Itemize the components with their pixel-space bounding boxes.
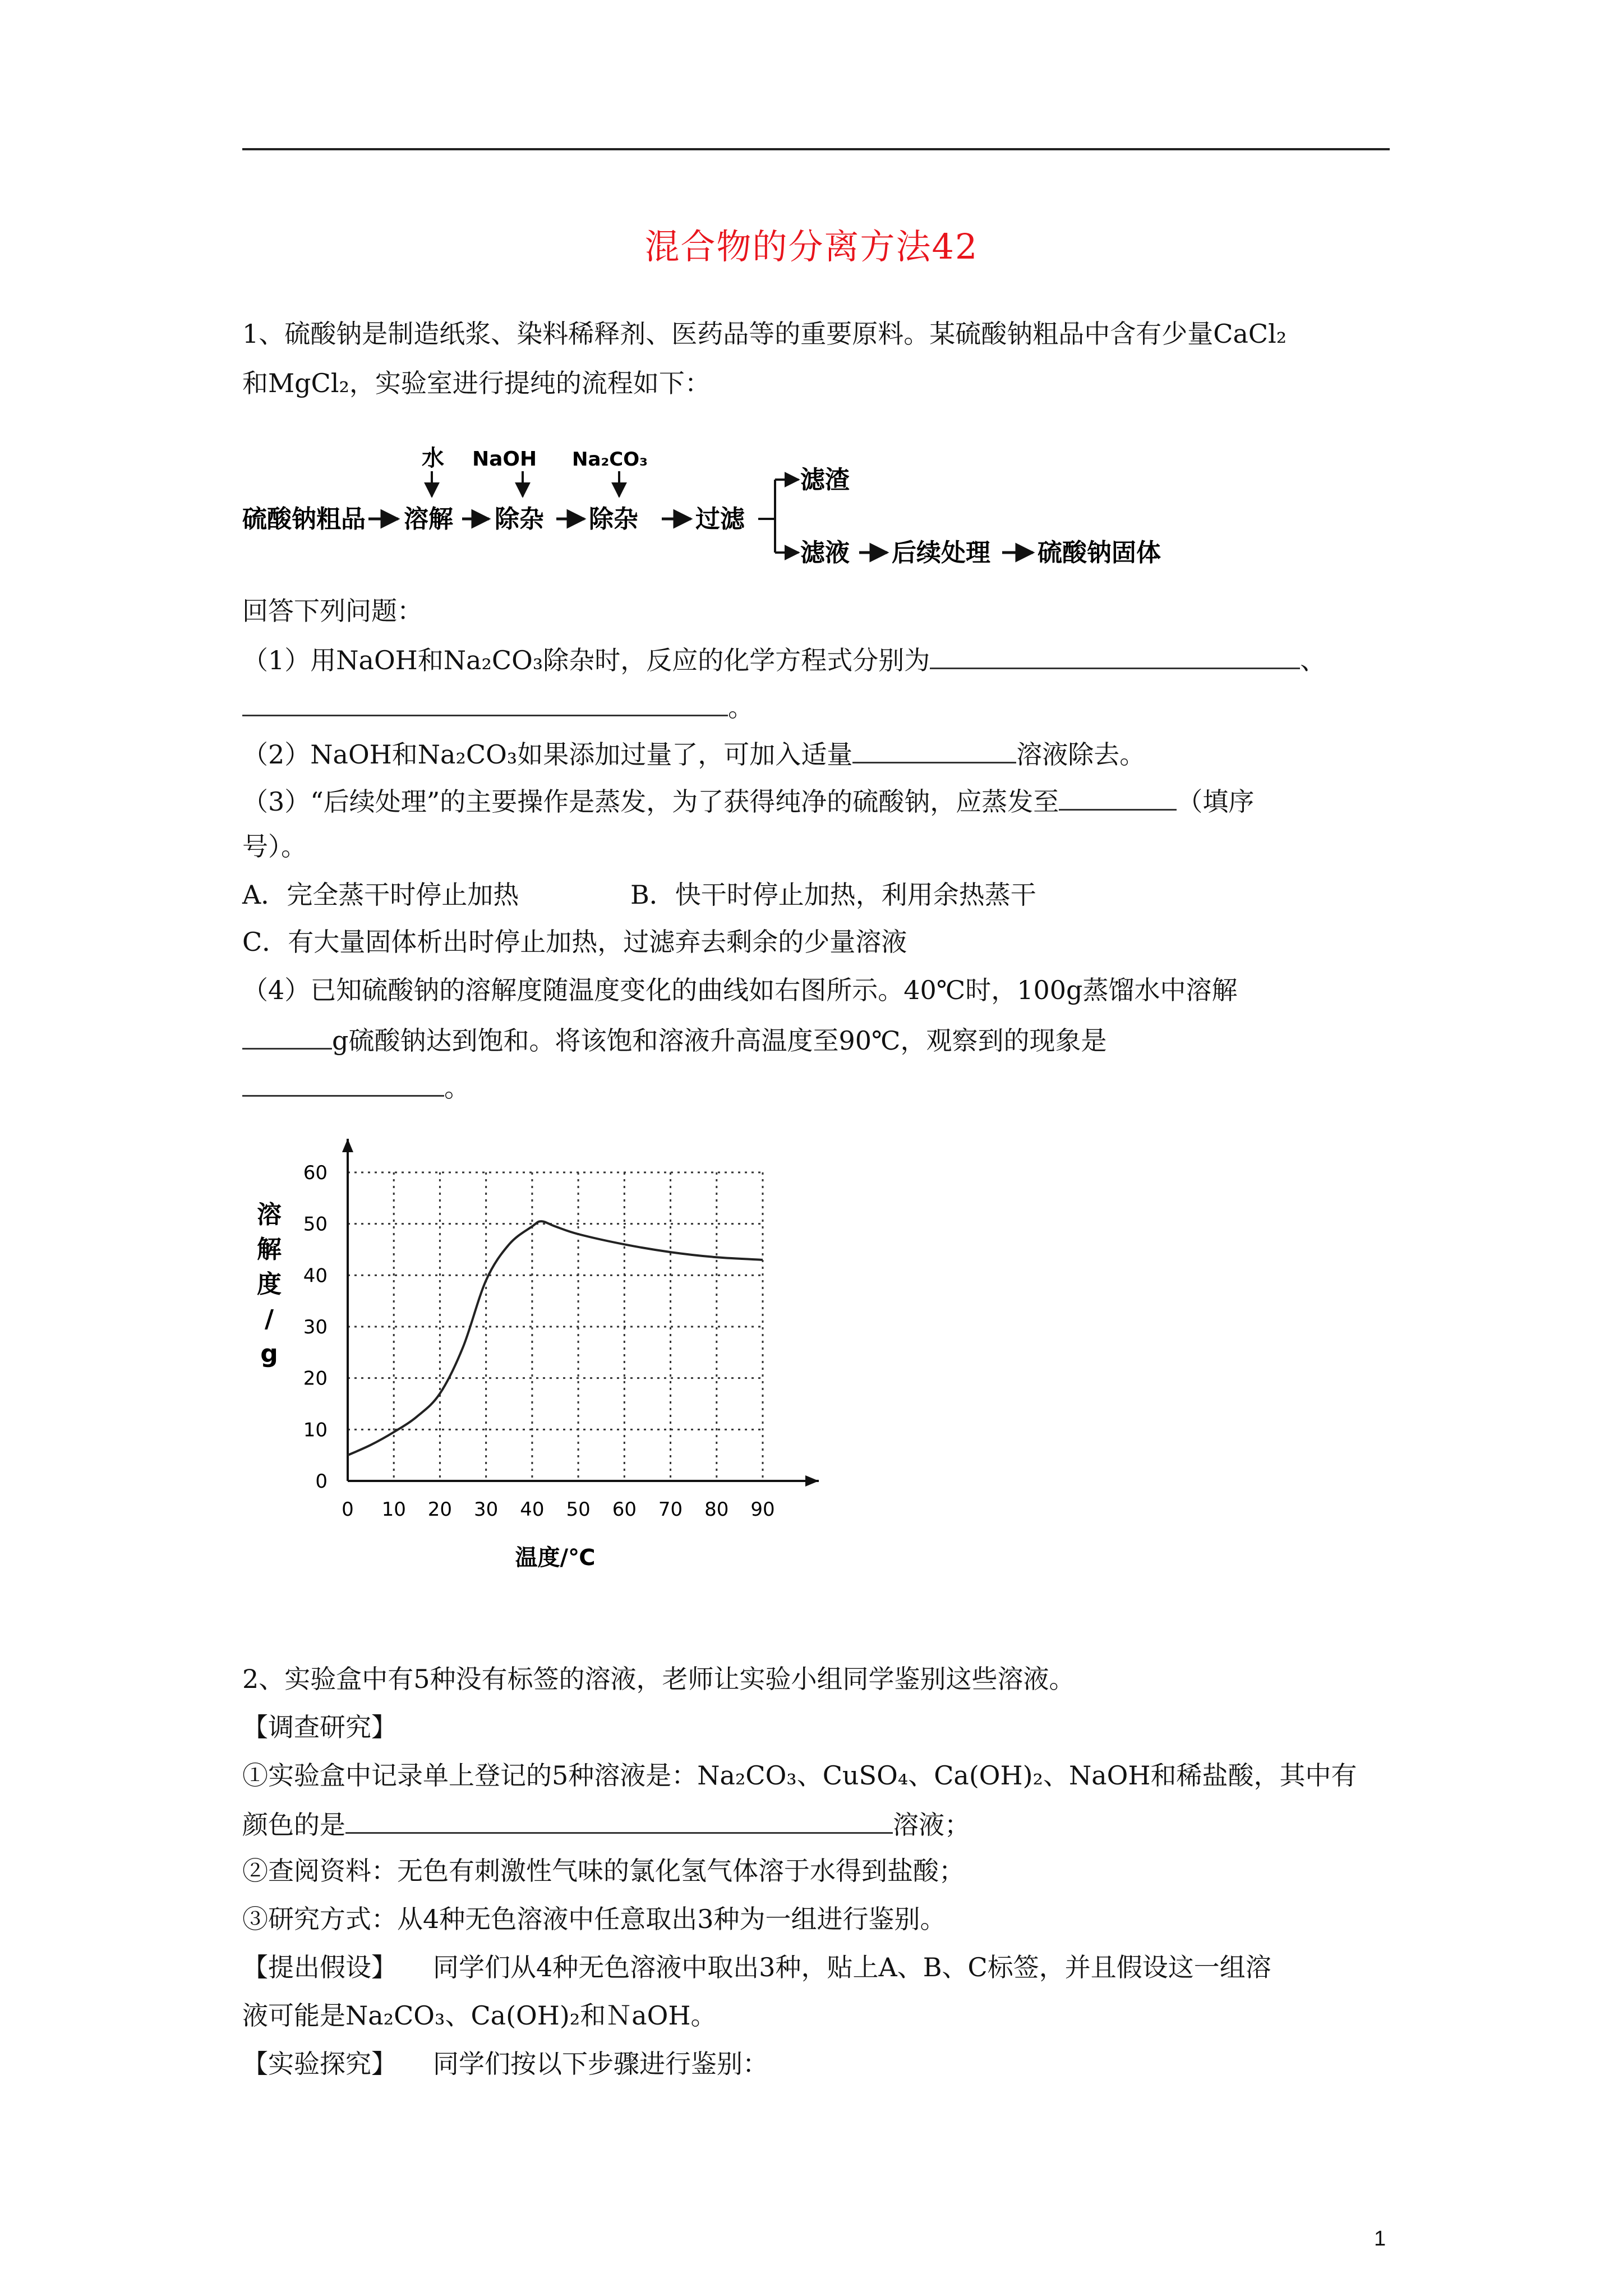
- chart-grid: [348, 1172, 763, 1481]
- y-tick-label: 30: [303, 1316, 328, 1338]
- q2-hypothesis: [242, 1954, 1271, 1980]
- q1-sub4-end: 。: [444, 1073, 470, 1103]
- q1-sub3: [242, 786, 1254, 815]
- chart-axes: [342, 1139, 819, 1487]
- q1-intro-line2: 和MgCl₂，实验室进行提纯的流程如下：: [242, 368, 711, 398]
- y-tick-label: 20: [303, 1367, 328, 1390]
- q2-experiment: [242, 2051, 768, 2077]
- q2-item3: ③研究方式：从4种无色溶液中任意取出3种为一组进行鉴别。: [242, 1904, 946, 1934]
- q1-ask: 回答下列问题：: [242, 596, 423, 626]
- q2-item1-line2: [242, 1810, 970, 1838]
- x-tick-label: 60: [612, 1498, 637, 1521]
- q1-sub4-line2: [242, 1025, 1107, 1056]
- flow-product: 硫酸钠固体: [1038, 539, 1161, 567]
- x-tick-label: 20: [427, 1498, 453, 1521]
- answer-blank-4b[interactable]: [242, 1073, 444, 1097]
- q1-sub1-text: （1）用NaOH和Na₂CO₃除杂时，反应的化学方程式分别为: [242, 645, 930, 675]
- option-b: B．快干时停止加热，利用余热蒸干: [630, 880, 1036, 910]
- answer-blank-1a[interactable]: [930, 645, 1300, 669]
- q1-sub4-line3: [242, 1073, 470, 1101]
- q1-sub4: （4）已知硫酸钠的溶解度随温度变化的曲线如右图所示。40℃时，100g蒸馏水中溶解: [242, 975, 1238, 1005]
- answer-blank-3[interactable]: [1059, 786, 1177, 811]
- option-a: A．完全蒸干时停止加热: [242, 880, 519, 910]
- y-tick-label: 10: [303, 1419, 328, 1442]
- x-tick-label: 70: [658, 1498, 683, 1521]
- q1-sub1-end: 。: [728, 692, 754, 723]
- x-tick-label: 40: [520, 1498, 545, 1521]
- q1-sub2: [242, 739, 1146, 770]
- x-tick-label: 80: [704, 1498, 729, 1521]
- q2-hypothesis-text: 同学们从4种无色溶液中取出3种，贴上A、B、C标签，并且假设这一组溶: [433, 1952, 1271, 1982]
- q1-sub3-text: （3）“后续处理”的主要操作是蒸发，为了获得纯净的硫酸钠，应蒸发至: [242, 786, 1059, 817]
- flow-filter: 过滤: [695, 505, 745, 533]
- y-tick-label: 0: [315, 1470, 328, 1493]
- flow-branch-bracket: [758, 480, 795, 553]
- q2-item1-text: 颜色的是: [242, 1810, 345, 1840]
- q1-sub4-text: g硫酸钠达到饱和。将该饱和溶液升高温度至90℃，观察到的现象是: [332, 1025, 1107, 1056]
- flow-na2co3-label: Na₂CO₃: [572, 448, 648, 471]
- y-label-char: 度: [257, 1270, 282, 1299]
- header-rule: [242, 148, 1390, 150]
- q2-heading-research: 【调查研究】: [242, 1712, 397, 1742]
- flow-water-label: 水: [422, 445, 444, 471]
- q2-hypothesis-line2: 液可能是Na₂CO₃、Ca(OH)₂和ＮaOH。: [242, 2000, 717, 2031]
- q1-sub1-line2: [242, 692, 754, 723]
- answer-blank-q2[interactable]: [345, 1810, 893, 1834]
- page-number: 1: [1374, 2227, 1386, 2251]
- x-tick-label: 90: [750, 1498, 775, 1521]
- y-label-char: /: [264, 1305, 274, 1333]
- x-tick-label: 30: [474, 1498, 499, 1521]
- q2-item1-end: 溶液；: [893, 1810, 970, 1840]
- flow-remove-1: 除杂: [495, 505, 544, 533]
- flow-post-treatment: 后续处理: [892, 539, 990, 567]
- y-label-char: 溶: [257, 1200, 282, 1229]
- y-axis-arrowhead: [342, 1139, 353, 1152]
- y-label-char: 解: [257, 1235, 282, 1264]
- q2-intro: 2、实验盒中有5种没有标签的溶液，老师让实验小组同学鉴别这些溶液。: [242, 1664, 1075, 1694]
- q2-item1: ①实验盒中记录单上登记的5种溶液是：Na₂CO₃、CuSO₄、Ca(OH)₂、NaOH和稀盐酸，其中有: [242, 1760, 1357, 1791]
- q2-heading-hypothesis: 【提出假设】: [242, 1952, 397, 1982]
- flow-dissolve: 溶解: [404, 505, 453, 533]
- q1-sub3-hint: （填序: [1177, 786, 1255, 817]
- y-tick-label: 50: [303, 1213, 328, 1236]
- y-axis-label: [257, 1200, 282, 1368]
- y-label-char: g: [260, 1340, 278, 1368]
- flow-residue: 滤渣: [800, 466, 850, 494]
- option-c: C．有大量固体析出时停止加热，过滤弃去剩余的少量溶液: [242, 927, 907, 957]
- q1-sub2-text: （2）NaOH和Na₂CO₃如果添加过量了，可加入适量: [242, 739, 853, 770]
- x-axis-arrowhead: [805, 1475, 819, 1487]
- flow-start: 硫酸钠粗品: [242, 505, 366, 533]
- q1-sub1: [242, 645, 1326, 673]
- x-axis-label: 温度/℃: [515, 1545, 596, 1571]
- x-tick-label: 0: [342, 1498, 354, 1521]
- q1-sub3-line2: 号）。: [242, 831, 307, 862]
- q2-experiment-text: 同学们按以下步骤进行鉴别：: [433, 2049, 768, 2079]
- flow-remove-2: 除杂: [589, 505, 638, 533]
- solubility-curve: [348, 1221, 763, 1455]
- flow-naoh-label: NaOH: [472, 448, 537, 471]
- y-tick-label: 40: [303, 1264, 328, 1287]
- solubility-chart: [247, 1122, 819, 1582]
- x-tick-label: 50: [566, 1498, 591, 1521]
- q1-sub2-end: 溶液除去。: [1016, 739, 1146, 770]
- answer-blank-4a[interactable]: [242, 1025, 332, 1050]
- q2-item2: ②查阅资料：无色有刺激性气味的氯化氢气体溶于水得到盐酸；: [242, 1856, 965, 1886]
- x-tick-label: 10: [381, 1498, 406, 1521]
- answer-blank-1b[interactable]: [242, 692, 728, 716]
- page-title: 混合物的分离方法42: [644, 226, 979, 267]
- q1-sub1-sep: 、: [1300, 645, 1326, 675]
- answer-blank-2[interactable]: [852, 739, 1016, 763]
- q1-intro-line1: 1、硫酸钠是制造纸浆、染料稀释剂、医药品等的重要原料。某硫酸钠粗品中含有少量CaCl₂: [242, 319, 1287, 349]
- chart-tick-labels: [303, 1162, 775, 1521]
- y-tick-label: 60: [303, 1162, 328, 1184]
- q2-heading-experiment: 【实验探究】: [242, 2049, 397, 2079]
- process-flow-diagram: [242, 438, 1196, 578]
- flow-filtrate: 滤液: [800, 539, 850, 567]
